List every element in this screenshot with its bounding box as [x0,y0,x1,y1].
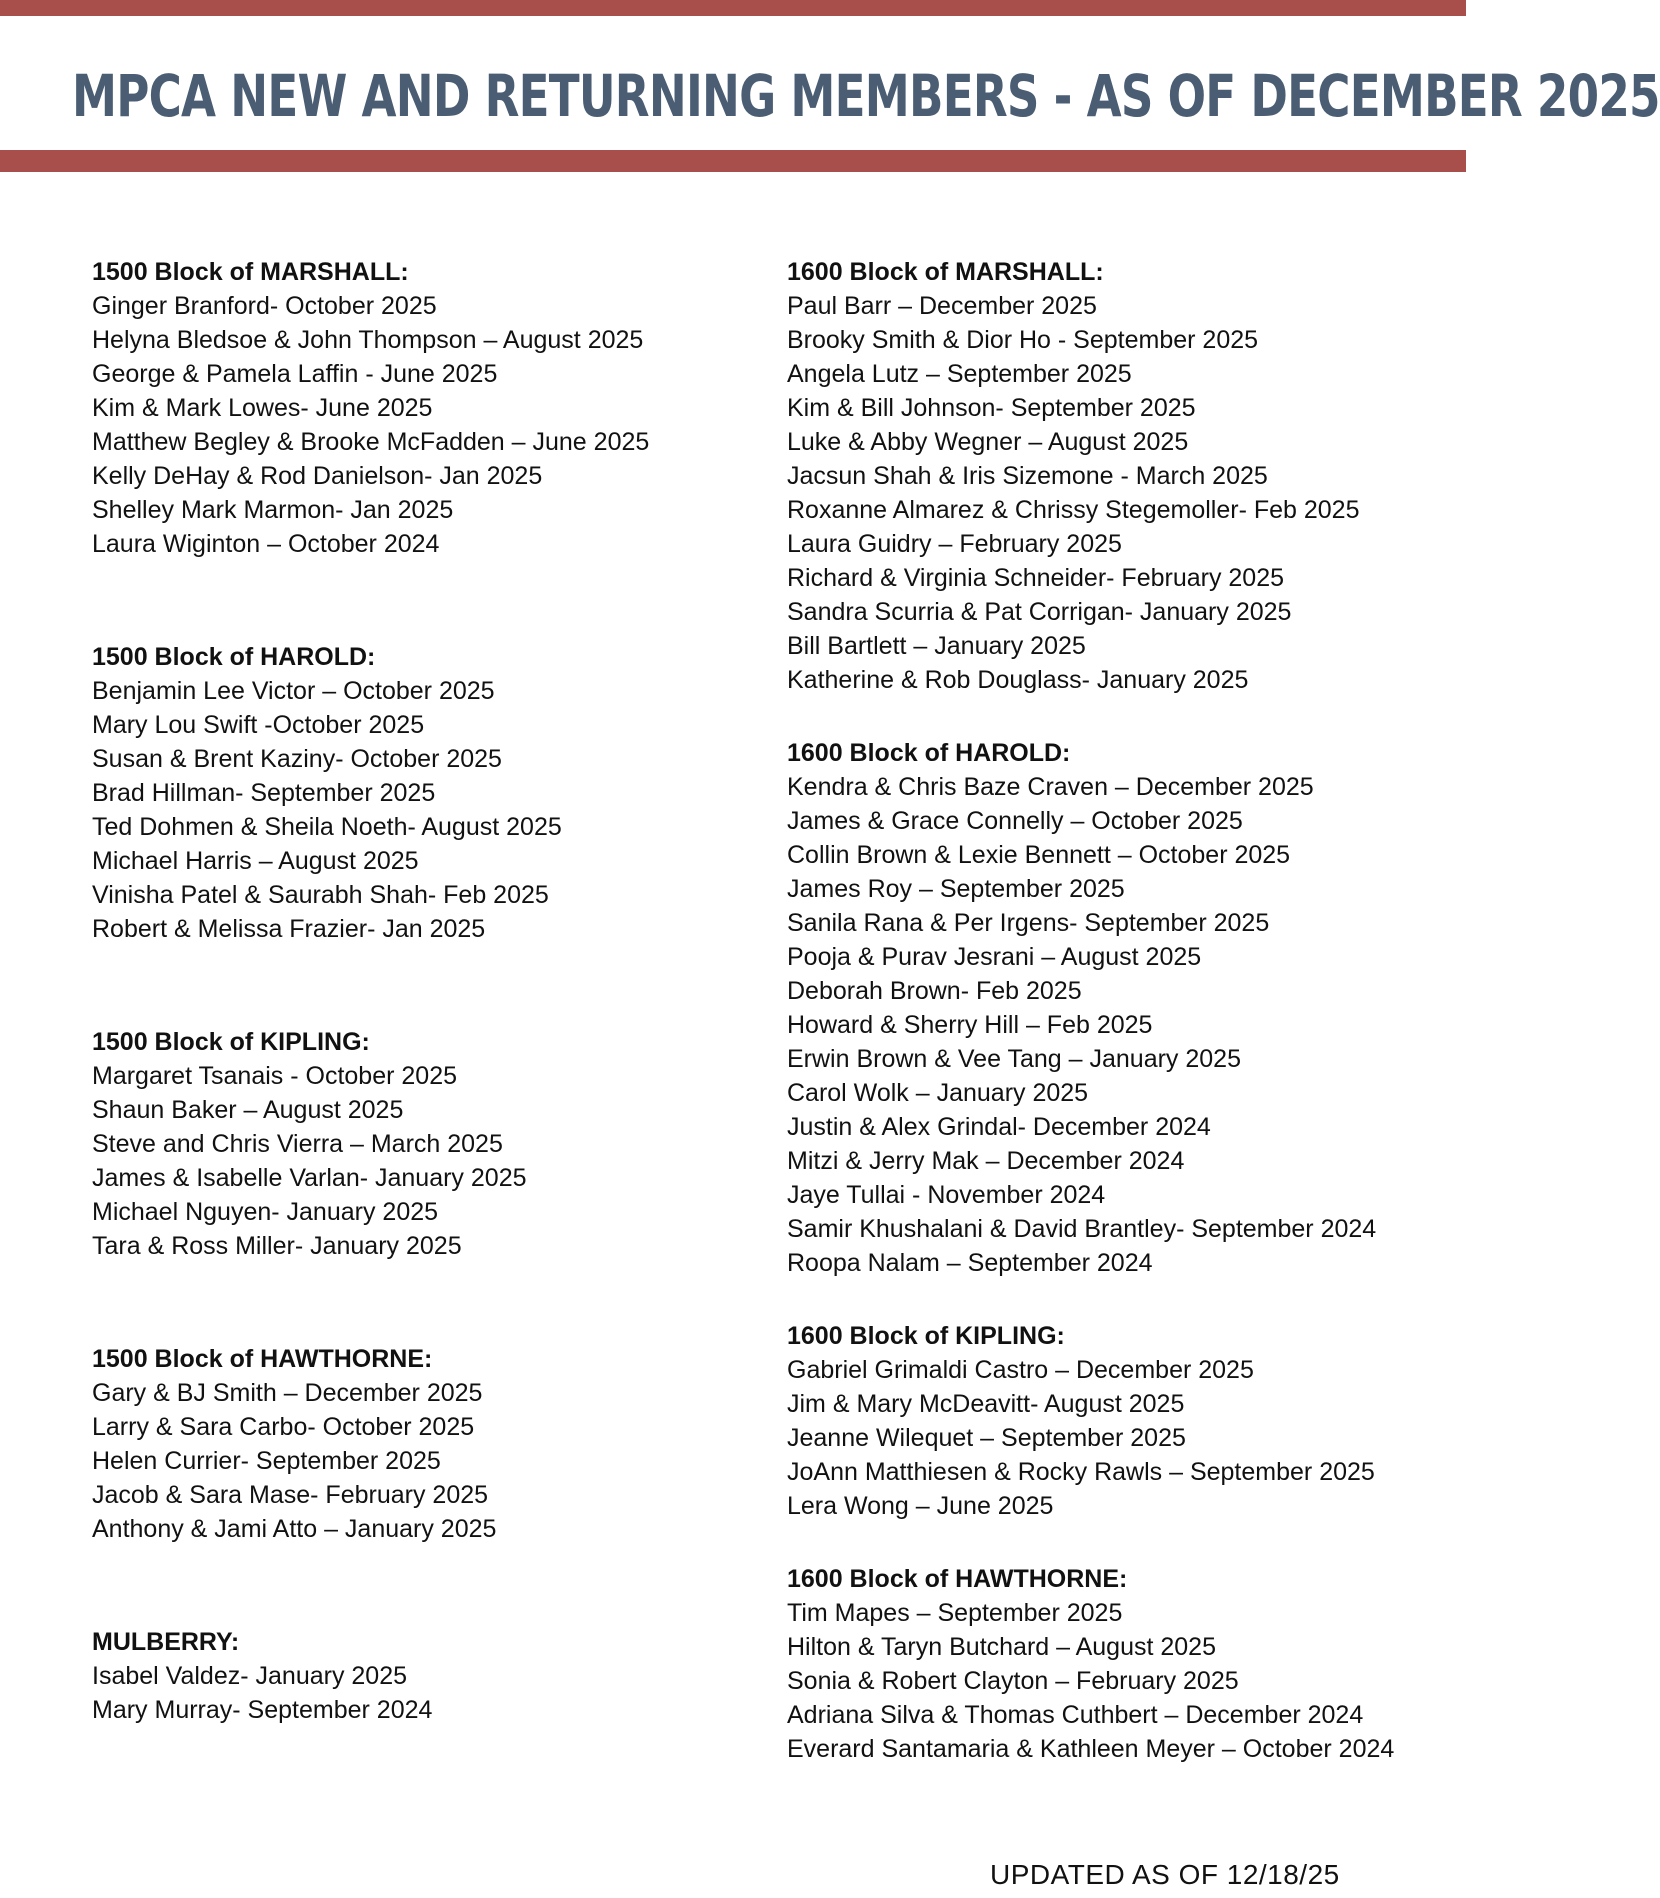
member-list [92,1059,772,1263]
member-entry: Collin Brown & Lexie Bennett – October 2025 [787,841,1291,869]
member-entry: Bill Bartlett – January 2025 [787,632,1086,660]
block-heading: 1500 Block of KIPLING: [92,1028,370,1056]
member-entry: Matthew Begley & Brooke McFadden – June 2025 [92,428,650,456]
top-accent-rule [0,0,1466,16]
block-1500-kipling [92,1025,772,1263]
member-entry: Michael Harris – August 2025 [92,847,419,875]
member-entry: Jacob & Sara Mase- February 2025 [92,1481,489,1509]
member-entry: Anthony & Jami Atto – January 2025 [92,1515,497,1543]
block-heading: 1500 Block of MARSHALL: [92,258,409,286]
member-entry: Ginger Branford- October 2025 [92,292,437,320]
member-entry: Jeanne Wilequet – September 2025 [787,1424,1186,1452]
member-entry: Paul Barr – December 2025 [787,292,1097,320]
member-list [92,289,772,561]
title-band [0,16,1660,150]
member-entry: Brad Hillman- September 2025 [92,779,436,807]
member-entry: Kendra & Chris Baze Craven – December 2025 [787,773,1314,801]
member-entry: Robert & Melissa Frazier- Jan 2025 [92,915,486,943]
member-entry: Margaret Tsanais - October 2025 [92,1062,458,1090]
member-entry: Sandra Scurria & Pat Corrigan- January 2025 [787,598,1292,626]
member-entry: Luke & Abby Wegner – August 2025 [787,428,1189,456]
member-entry: Sanila Rana & Per Irgens- September 2025 [787,909,1270,937]
block-heading: 1500 Block of HAWTHORNE: [92,1345,433,1373]
member-list [787,289,1457,697]
member-entry: Gary & BJ Smith – December 2025 [92,1379,483,1407]
member-entry: Steve and Chris Vierra – March 2025 [92,1130,503,1158]
member-entry: Deborah Brown- Feb 2025 [787,977,1082,1005]
member-entry: Kim & Mark Lowes- June 2025 [92,394,433,422]
member-entry: Jaye Tullai - November 2024 [787,1181,1106,1209]
block-heading: 1600 Block of MARSHALL: [787,258,1104,286]
member-list [787,1596,1457,1766]
member-list [787,1353,1457,1523]
member-entry: Tara & Ross Miller- January 2025 [92,1232,462,1260]
member-entry: Erwin Brown & Vee Tang – January 2025 [787,1045,1241,1073]
member-entry: Mary Murray- September 2024 [92,1696,433,1724]
member-entry: Everard Santamaria & Kathleen Meyer – October 2024 [787,1735,1395,1763]
block-heading: 1600 Block of HAROLD: [787,739,1071,767]
block-1500-marshall [92,255,772,561]
member-entry: Gabriel Grimaldi Castro – December 2025 [787,1356,1254,1384]
page-title: MPCA NEW AND RETURNING MEMBERS - AS OF DECEMBER 2025 [72,62,1660,130]
block-heading: 1600 Block of KIPLING: [787,1322,1065,1350]
member-entry: Brooky Smith & Dior Ho - September 2025 [787,326,1259,354]
right-column [787,255,1457,1766]
member-entry: Howard & Sherry Hill – Feb 2025 [787,1011,1153,1039]
member-entry: Jim & Mary McDeavitt- August 2025 [787,1390,1185,1418]
member-entry: Laura Guidry – February 2025 [787,530,1122,558]
member-entry: Kelly DeHay & Rod Danielson- Jan 2025 [92,462,543,490]
left-column [92,255,772,1727]
bottom-accent-rule [0,150,1466,172]
member-entry: Carol Wolk – January 2025 [787,1079,1089,1107]
member-list [92,674,772,946]
member-entry: Ted Dohmen & Sheila Noeth- August 2025 [92,813,562,841]
member-entry: James & Grace Connelly – October 2025 [787,807,1243,835]
member-list [92,1376,772,1546]
block-1500-harold [92,640,772,946]
member-entry: Benjamin Lee Victor – October 2025 [92,677,495,705]
member-entry: Larry & Sara Carbo- October 2025 [92,1413,475,1441]
block-1500-hawthorne [92,1342,772,1546]
member-entry: Adriana Silva & Thomas Cuthbert – December 2024 [787,1701,1364,1729]
block-1600-kipling [787,1319,1457,1523]
member-entry: Tim Mapes – September 2025 [787,1599,1123,1627]
member-entry: George & Pamela Laffin - June 2025 [92,360,498,388]
member-entry: Katherine & Rob Douglass- January 2025 [787,666,1249,694]
block-1600-hawthorne [787,1562,1457,1766]
member-entry: Roxanne Almarez & Chrissy Stegemoller- Feb 2025 [787,496,1360,524]
member-entry: Susan & Brent Kaziny- October 2025 [92,745,502,773]
member-entry: Isabel Valdez- January 2025 [92,1662,408,1690]
member-entry: Mitzi & Jerry Mak – December 2024 [787,1147,1185,1175]
member-entry: Samir Khushalani & David Brantley- September 2024 [787,1215,1377,1243]
block-heading: 1500 Block of HAROLD: [92,643,376,671]
member-entry: Angela Lutz – September 2025 [787,360,1132,388]
member-entry: Helen Currier- September 2025 [92,1447,441,1475]
member-entry: Roopa Nalam – September 2024 [787,1249,1153,1277]
block-1600-harold [787,736,1457,1280]
member-list [787,770,1457,1280]
member-entry: Vinisha Patel & Saurabh Shah- Feb 2025 [92,881,549,909]
member-entry: Richard & Virginia Schneider- February 2025 [787,564,1285,592]
updated-note: UPDATED AS OF 12/18/25 [990,1859,1340,1890]
member-entry: Kim & Bill Johnson- September 2025 [787,394,1196,422]
member-entry: Mary Lou Swift -October 2025 [92,711,425,739]
member-entry: Shaun Baker – August 2025 [92,1096,404,1124]
block-mulberry [92,1625,772,1727]
block-1600-marshall [787,255,1457,697]
member-entry: Helyna Bledsoe & John Thompson – August 2025 [92,326,644,354]
member-entry: Hilton & Taryn Butchard – August 2025 [787,1633,1216,1661]
member-entry: Shelley Mark Marmon- Jan 2025 [92,496,454,524]
member-entry: Michael Nguyen- January 2025 [92,1198,439,1226]
member-entry: JoAnn Matthiesen & Rocky Rawls – September 2025 [787,1458,1375,1486]
member-entry: Laura Wiginton – October 2024 [92,530,440,558]
block-heading: MULBERRY: [92,1628,240,1656]
member-entry: James Roy – September 2025 [787,875,1125,903]
member-entry: Jacsun Shah & Iris Sizemone - March 2025 [787,462,1268,490]
member-entry: Sonia & Robert Clayton – February 2025 [787,1667,1239,1695]
member-entry: James & Isabelle Varlan- January 2025 [92,1164,527,1192]
member-entry: Pooja & Purav Jesrani – August 2025 [787,943,1202,971]
block-heading: 1600 Block of HAWTHORNE: [787,1565,1128,1593]
member-list [92,1659,772,1727]
member-entry: Lera Wong – June 2025 [787,1492,1054,1520]
member-entry: Justin & Alex Grindal- December 2024 [787,1113,1211,1141]
